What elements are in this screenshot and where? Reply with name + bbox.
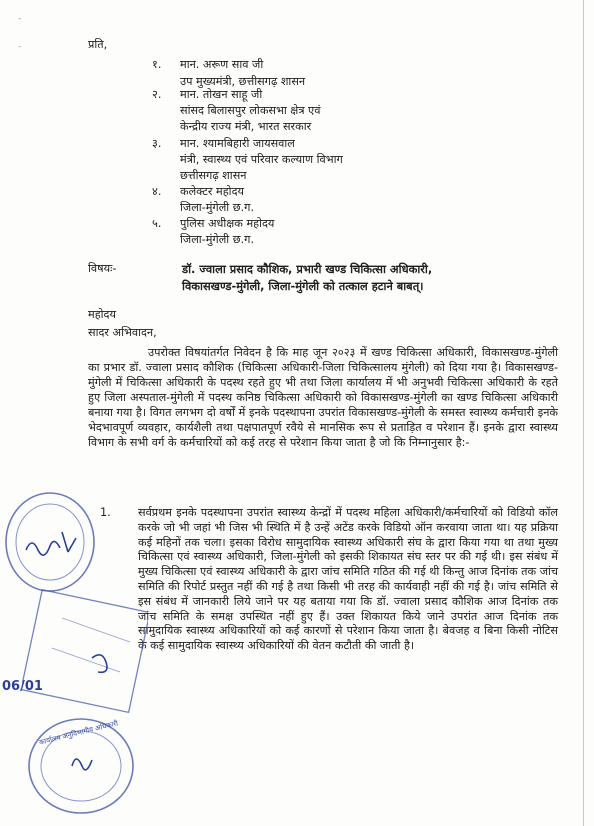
recipient-number: ३. (152, 137, 162, 150)
recipient-line: सांसद बिलासपुर लोकसभा क्षेत्र एवं (180, 104, 321, 117)
recipient-line: जिला-मुंगेली छ.ग. (180, 233, 254, 246)
recipient-number: १. (152, 58, 162, 71)
recipient-line: पुलिस अधीक्षक महोदय (180, 217, 275, 230)
salutation: महोदय (88, 308, 116, 321)
recipient-line: मान. श्यामबिहारी जायसवाल (180, 137, 295, 150)
page-edge-line (583, 0, 584, 826)
intro-paragraph: उपरोक्त विषयांतर्गत निवेदन है कि माह जून २०२३ में खण्ड चिकित्सा अधिकारी, विकासखण्ड-मुंगेली का प्रभार डॉ. ज्वाला प्रसाद कौशिक (चिकित्सा अधिकारी-जिला चिकित्सालय मुंगेली) को दिया गया है। विकासखण्ड-मुंगेली में चिकित्सा अधिकारी के पदस्थ रहते हुए भी तथा जिला कार्यालय में भी अनुभवी चिकित्सा अधिकारी के रहते हुए जिला अस्पताल-मुंगेली में पदस्थ कनिष्ठ चिकित्सा अधिकारी को विकासखण्ड-मुंगेली का खण्ड चिकित्सा अधिकारी बनाया गया है। विगत लगभग दो वर्षों में इनके पदस्थापना उपरांत विकासखण्ड-मुंगेली के समस्त स्वास्थ्य कर्मचारी इनके भेदभावपूर्ण व्यवहार, कार्यशैली तथा पक्षपातपूर्ण रवैये से मानसिक रूप से प्रताड़ित व परेशान हैं। इनके द्वारा स्वास्थ्य विभाग के सभी वर्ग के कर्मचारियों को कई तरह से परेशान किया जाता है जो कि निम्नानुसार है:- (88, 346, 558, 450)
recipient-line: मान. अरूण साव जी (180, 58, 264, 71)
recipient-line: उप मुख्यमंत्री, छत्तीसगढ़ शासन (180, 75, 306, 88)
punch-mark: - (18, 14, 22, 24)
stamp-text: कार्यालय अनुविभागीय अधिकारी (38, 719, 119, 747)
recipient-number: ४. (152, 185, 162, 198)
recipient-line: कलेक्टर महोदय (180, 185, 245, 198)
point-number: 1. (100, 506, 111, 519)
recipient-line: जिला-मुंगेली छ.ग. (180, 201, 254, 214)
subject-line: विकासखण्ड-मुंगेली, जिला-मुंगेली को तत्काल हटाने बाबत्। (182, 279, 424, 293)
stamp-date: 06/01 (2, 679, 43, 694)
recipient-line: मंत्री, स्वास्थ्य एवं परिवार कल्याण विभाग (180, 153, 343, 166)
point-paragraph: सर्वप्रथम इनके पदस्थापना उपरांत स्वास्थ्य केन्द्रों में पदस्थ महिला अधिकारी/कर्मचारियों को विडियो कॉल करके जो भी जहां भी जिस भी स्थिति में है उन्हें अटेंड करके विडियो ऑन करवाया जाता था। यह प्रक्रिया कई महिनों तक चला। इसका विरोध सामुदायिक स्वास्थ्य अधिकारी संघ के द्वारा किया गया था तथा मुख्य चिकित्सा एवं स्वास्थ्य अधिकारी, जिला-मुंगेली को इसकी शिकायत संघ स्तर पर की गई थी। इस संबंध में मुख्य चिकित्सा एवं स्वास्थ्य अधिकारी के द्वारा जांच समिति गठित की गई थी किन्तु आज दिनांक तक जांच समिति की रिपोर्ट प्रस्तुत नहीं की गई है तथा किसी भी तरह की कार्यवाही नहीं की गई है। जांच समिति से इस संबंध में जानकारी लिये जाने पर यह बताया गया कि डॉ. ज्वाला प्रसाद कौशिक आज दिनांक तक जांच समिति के समक्ष उपस्थित नहीं हुए हैं। उक्त शिकायत किये जाने उपरांत आज दिनांक तक सामुदायिक स्वास्थ्य अधिकारियों को कई कारणों से परेशान किया जाता है। बेवजह व बिना किसी नोटिस के कई सामुदायिक स्वास्थ्य अधिकारियों की वेतन कटौती की जाती है। (138, 506, 558, 653)
punch-mark: - (18, 42, 22, 52)
subject-line: डॉ. ज्वाला प्रसाद कौशिक, प्रभारी खण्ड चिकित्सा अधिकारी, (182, 262, 433, 276)
recipient-number: ५. (152, 217, 162, 230)
recipient-line: मान. तोखन साहू जी (180, 88, 263, 101)
to-label: प्रति, (88, 38, 108, 51)
recipient-line: केन्द्रीय राज्य मंत्री, भारत सरकार (180, 120, 312, 133)
greeting: सादर अभिवादन, (88, 326, 157, 339)
recipient-line: छत्तीसगढ़ शासन (180, 169, 247, 182)
subject-label: विषयः- (88, 262, 117, 275)
inward-stamp (22, 588, 148, 718)
recipient-number: २. (152, 88, 162, 101)
office-seal-stamp (2, 490, 98, 594)
